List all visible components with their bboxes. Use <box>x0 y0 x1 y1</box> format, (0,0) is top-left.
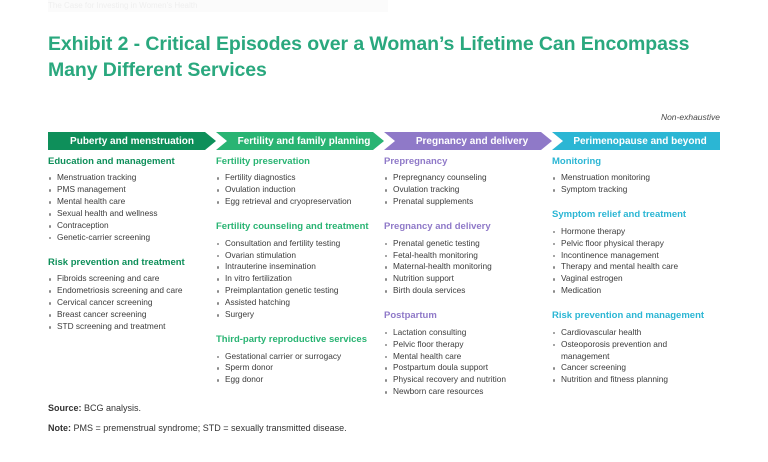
list-item: Symptom tracking <box>552 184 706 196</box>
service-list <box>552 172 706 196</box>
service-list <box>48 273 202 333</box>
footer <box>48 402 720 442</box>
service-group-heading: Fertility preservation <box>216 156 310 167</box>
service-group-heading: Education and management <box>48 156 175 167</box>
list-item: Menstruation monitoring <box>552 172 706 184</box>
list-item: Gestational carrier or surrogacy <box>216 351 370 363</box>
service-list <box>384 238 538 298</box>
note-line <box>48 422 720 436</box>
service-group <box>216 334 370 386</box>
service-list <box>48 172 202 244</box>
list-item: Preimplantation genetic testing <box>216 285 370 297</box>
service-group-heading: Symptom relief and treatment <box>552 209 687 221</box>
service-group <box>384 156 538 208</box>
service-group-heading: Risk prevention and management <box>552 310 705 322</box>
list-item: Birth doula services <box>384 285 538 297</box>
list-item: Pelvic floor physical therapy <box>552 238 706 250</box>
list-item: PMS management <box>48 184 202 196</box>
service-list <box>216 172 370 208</box>
service-group-heading: Postpartum <box>384 310 437 322</box>
list-item: Egg donor <box>216 374 370 386</box>
service-group-heading: Third-party reproductive services <box>216 334 367 346</box>
list-item: Ovarian stimulation <box>216 250 370 262</box>
list-item: Incontinence management <box>552 250 706 262</box>
list-item: Pelvic floor therapy <box>384 339 538 351</box>
service-group <box>552 156 706 196</box>
stage-column-pregnancy-and-delivery <box>384 156 552 398</box>
list-item: In vitro fertilization <box>216 273 370 285</box>
service-group <box>384 221 538 297</box>
list-item: Assisted hatching <box>216 297 370 309</box>
source-label: Source: <box>48 403 82 413</box>
list-item: Endometriosis screening and care <box>48 285 202 297</box>
stage-column-fertility-and-family-planning <box>216 156 384 398</box>
list-item: Egg retrieval and cryopreservation <box>216 196 370 208</box>
stage-chevron-puberty-and-menstruation[interactable] <box>48 132 216 150</box>
list-item: Fibroids screening and care <box>48 273 202 285</box>
service-group <box>216 221 370 321</box>
list-item: Fetal-health monitoring <box>384 250 538 262</box>
list-item: Menstruation tracking <box>48 172 202 184</box>
list-item: Therapy and mental health care <box>552 261 706 273</box>
source-line <box>48 402 720 416</box>
service-list <box>552 327 706 387</box>
list-item: Fertility diagnostics <box>216 172 370 184</box>
list-item: Sperm donor <box>216 362 370 374</box>
service-list <box>216 238 370 322</box>
list-item: Physical recovery and nutrition <box>384 374 538 386</box>
list-item: Prenatal genetic testing <box>384 238 538 250</box>
list-item: Cancer screening <box>552 362 706 374</box>
service-group-heading: Risk prevention and treatment <box>48 257 185 269</box>
list-item: Surgery <box>216 309 370 321</box>
service-group <box>552 310 706 386</box>
service-group-heading: Monitoring <box>552 156 602 167</box>
note-text: PMS = premenstrual syndrome; STD = sexually transmitted disease. <box>71 422 347 433</box>
service-group-heading: Pregnancy and delivery <box>384 221 491 233</box>
list-item: Cardiovascular health <box>552 327 706 339</box>
list-item: Medication <box>552 285 706 297</box>
service-group <box>216 156 370 208</box>
list-item: Nutrition support <box>384 273 538 285</box>
page-title: Exhibit 2 - Critical Episodes over a Woman’s Lifetime Can Encompass Many Different Services <box>48 33 690 81</box>
list-item: Intrauterine insemination <box>216 261 370 273</box>
service-group <box>48 257 202 333</box>
stage-chevron-label: Puberty and menstruation <box>70 135 194 147</box>
list-item: Postpartum doula support <box>384 362 538 374</box>
service-group <box>384 310 538 398</box>
stage-chevron-label: Pregnancy and delivery <box>415 135 529 147</box>
list-item: Vaginal estrogen <box>552 273 706 285</box>
list-item: Ovulation induction <box>216 184 370 196</box>
list-item: Contraception <box>48 220 202 232</box>
list-item: Newborn care resources <box>384 386 538 398</box>
service-list <box>384 327 538 399</box>
service-list <box>384 172 538 208</box>
list-item: Osteoporosis prevention and management <box>552 339 706 363</box>
stage-chevron-label: Fertility and family planning <box>237 135 371 147</box>
service-group-heading: Fertility counseling and treatment <box>216 221 369 233</box>
service-group <box>48 156 202 244</box>
note-label: Note: <box>48 422 71 433</box>
source-text: BCG analysis. <box>81 403 142 413</box>
stage-column-perimenopause-and-beyond <box>552 156 720 398</box>
list-item: Ovulation tracking <box>384 184 538 196</box>
stage-column-puberty-and-menstruation <box>48 156 216 398</box>
list-item: Hormone therapy <box>552 226 706 238</box>
stage-columns <box>48 156 720 398</box>
service-list <box>216 351 370 387</box>
top-strip-text: The Case for Investing in Women's Health <box>48 0 388 12</box>
top-strip <box>0 0 768 14</box>
list-item: Nutrition and fitness planning <box>552 374 706 386</box>
list-item: Breast cancer screening <box>48 309 202 321</box>
list-item: Genetic-carrier screening <box>48 232 202 244</box>
service-group <box>552 209 706 297</box>
stage-chevron-label: Perimenopause and beyond <box>573 135 707 147</box>
list-item: Lactation consulting <box>384 327 538 339</box>
list-item: Prenatal supplements <box>384 196 538 208</box>
list-item: Cervical cancer screening <box>48 297 202 309</box>
service-list <box>552 226 706 298</box>
list-item: Mental health care <box>48 196 202 208</box>
list-item: Mental health care <box>384 351 538 363</box>
list-item: Sexual health and wellness <box>48 208 202 220</box>
list-item: Consultation and fertility testing <box>216 238 370 250</box>
stage-chevron-bar <box>48 132 720 150</box>
stage-chevron-pregnancy-and-delivery[interactable] <box>384 132 552 150</box>
list-item: STD screening and treatment <box>48 321 202 333</box>
service-group-heading: Prepregnancy <box>384 156 448 167</box>
list-item: Maternal-health monitoring <box>384 261 538 273</box>
stage-chevron-fertility-and-family-planning[interactable] <box>216 132 384 150</box>
nonexhaustive-label: Non-exhaustive <box>660 112 720 122</box>
list-item: Prepregnancy counseling <box>384 172 538 184</box>
stage-chevron-perimenopause-and-beyond[interactable] <box>552 132 720 150</box>
